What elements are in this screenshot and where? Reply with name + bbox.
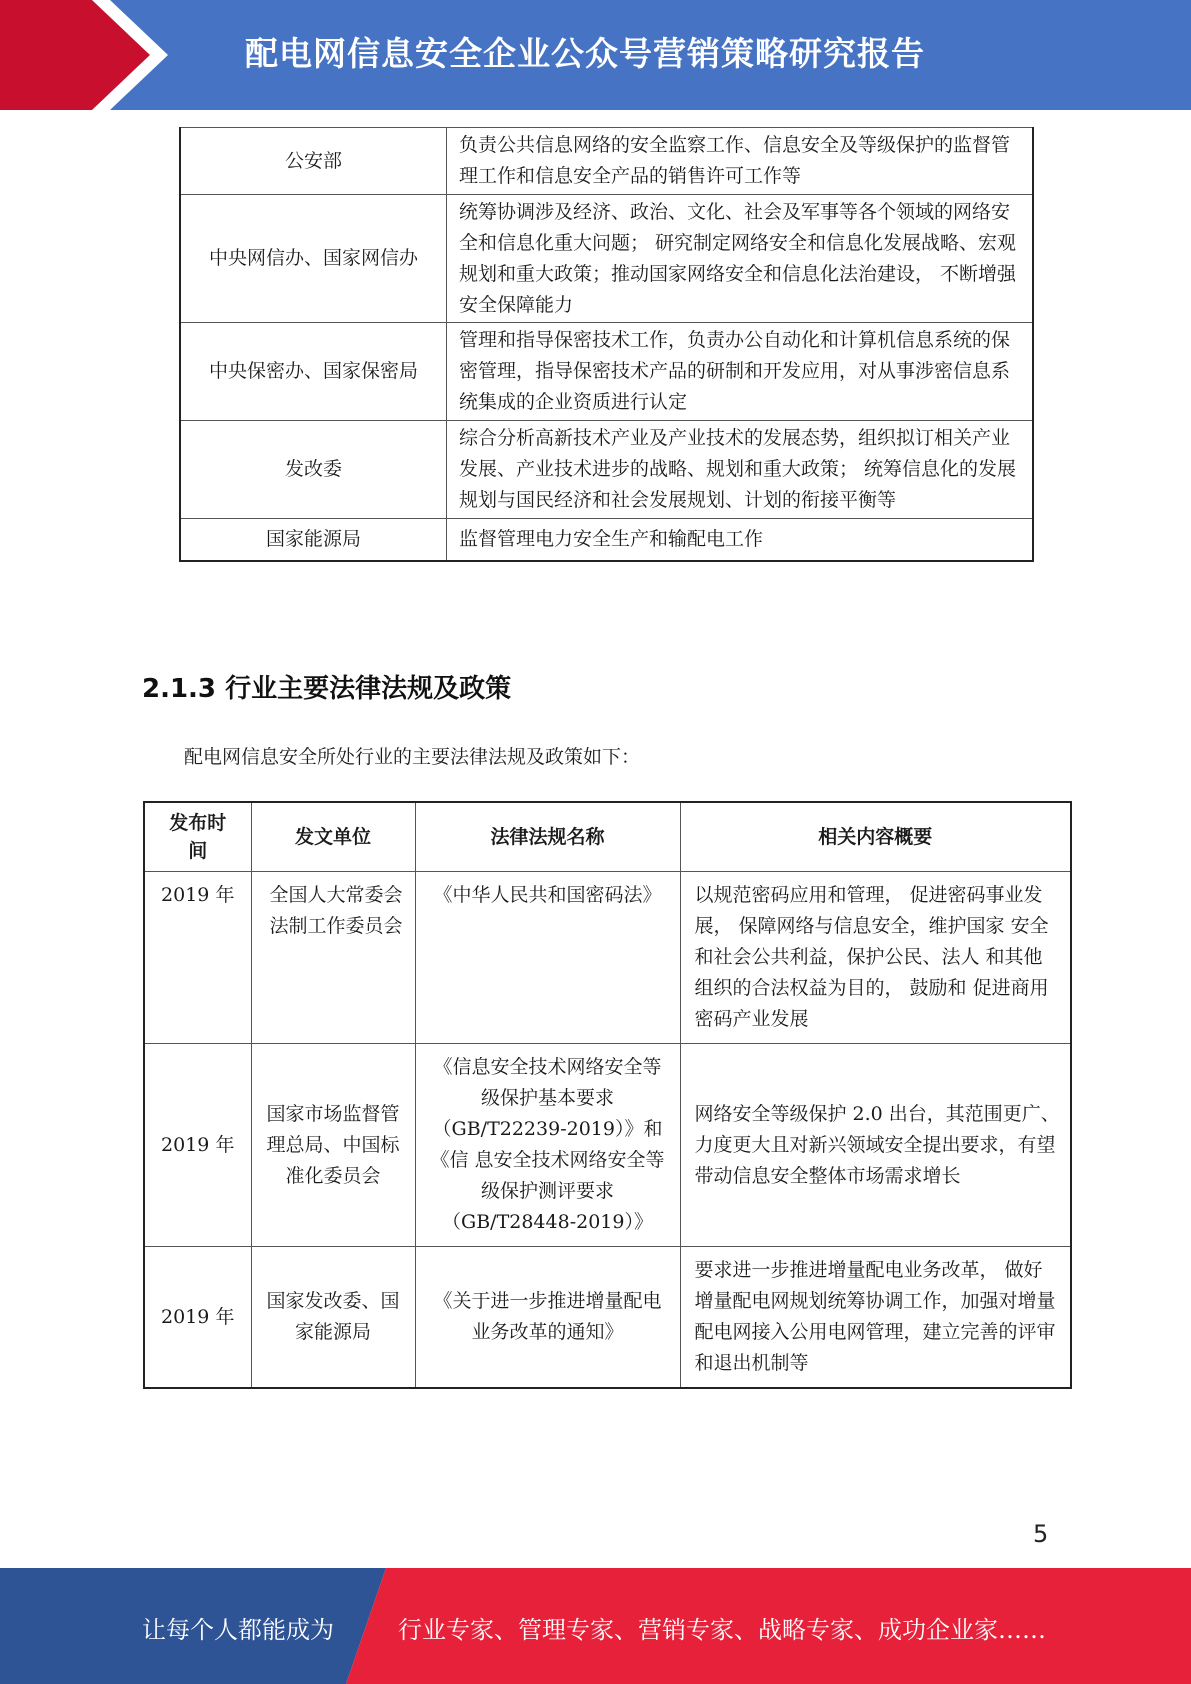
unit-cell: 国家发改委、国家能源局: [251, 1247, 415, 1389]
time-cell: 2019 年: [144, 1247, 251, 1389]
summary-cell: 以规范密码应用和管理， 促进密码事业发展， 保障网络与信息安全，维护国家 安全和社会公共利益，保护公民、法人 和其他组织的合法权益为目的， 鼓励和 促进商用密码产业发展: [680, 872, 1071, 1044]
table-header-row: [144, 802, 1071, 872]
table-row: [180, 519, 1033, 561]
time-cell: 2019 年: [144, 1044, 251, 1247]
agency-cell: 公安部: [180, 128, 447, 195]
agency-cell: 国家能源局: [180, 519, 447, 561]
name-cell: 《中华人民共和国密码法》: [415, 872, 680, 1044]
footer-slogan-right: 行业专家、管理专家、营销专家、战略专家、成功企业家……: [398, 1616, 1046, 1644]
table-row: [144, 1247, 1071, 1389]
table-row: [180, 421, 1033, 519]
name-cell: 《关于进一步推进增量配电业务改革的通知》: [415, 1247, 680, 1389]
section-intro: 配电网信息安全所处行业的主要法律法规及政策如下：: [184, 746, 641, 768]
duty-cell: 管理和指导保密技术工作，负责办公自动化和计算机信息系统的保密管理，指导保密技术产品的研制和开发应用，对从事涉密信息系统集成的企业资质进行认定: [447, 323, 1034, 421]
duty-cell: 综合分析高新技术产业及产业技术的发展态势，组织拟订相关产业发展、产业技术进步的战略、规划和重大政策； 统筹信息化的发展规划与国民经济和社会发展规划、计划的衔接平衡等: [447, 421, 1034, 519]
summary-cell: 要求进一步推进增量配电业务改革， 做好增量配电网规划统筹协调工作，加强对增量配电网接入公用电网管理，建立完善的评审和退出机制等: [680, 1247, 1071, 1389]
header-banner: [0, 0, 1191, 110]
footer-banner: [0, 1568, 1191, 1684]
time-cell: 2019 年: [144, 872, 251, 1044]
name-cell: 《信息安全技术网络安全等级保护基本要求（GB/T22239-2019）》和《信 息安全技术网络安全等级保护测评要求（GB/T28448-2019）》: [415, 1044, 680, 1247]
law-table: [143, 801, 1072, 1389]
header-name: 法律法规名称: [415, 802, 680, 872]
table-row: [180, 323, 1033, 421]
header-time: 发布时间: [144, 802, 251, 872]
unit-cell: 全国人大常委会法制工作委员会: [251, 872, 415, 1044]
agency-cell: 中央网信办、国家网信办: [180, 195, 447, 323]
report-title: 配电网信息安全企业公众号营销策略研究报告: [245, 34, 925, 73]
agency-table: [179, 127, 1034, 562]
table-row: [180, 128, 1033, 195]
section-heading: 2.1.3 行业主要法律法规及政策: [142, 674, 512, 704]
summary-cell: 网络安全等级保护 2.0 出台，其范围更广、力度更大且对新兴领域安全提出要求，有望带动信息安全整体市场需求增长: [680, 1044, 1071, 1247]
duty-cell: 统筹协调涉及经济、政治、文化、社会及军事等各个领域的网络安全和信息化重大问题； 研究制定网络安全和信息化发展战略、宏观规划和重大政策；推动国家网络安全和信息化法治建设， 不断增强安全保障能力: [447, 195, 1034, 323]
unit-cell: 国家市场监督管理总局、中国标准化委员会: [251, 1044, 415, 1247]
duty-cell: 负责公共信息网络的安全监察工作、信息安全及等级保护的监督管理工作和信息安全产品的销售许可工作等: [447, 128, 1034, 195]
table-row: [144, 1044, 1071, 1247]
agency-cell: 发改委: [180, 421, 447, 519]
footer-slogan-left: 让每个人都能成为: [142, 1616, 334, 1644]
header-summary: 相关内容概要: [680, 802, 1071, 872]
page-number: 5: [1033, 1520, 1049, 1548]
table-row: [144, 872, 1071, 1044]
duty-cell: 监督管理电力安全生产和输配电工作: [447, 519, 1034, 561]
table-row: [180, 195, 1033, 323]
agency-cell: 中央保密办、国家保密局: [180, 323, 447, 421]
header-unit: 发文单位: [251, 802, 415, 872]
